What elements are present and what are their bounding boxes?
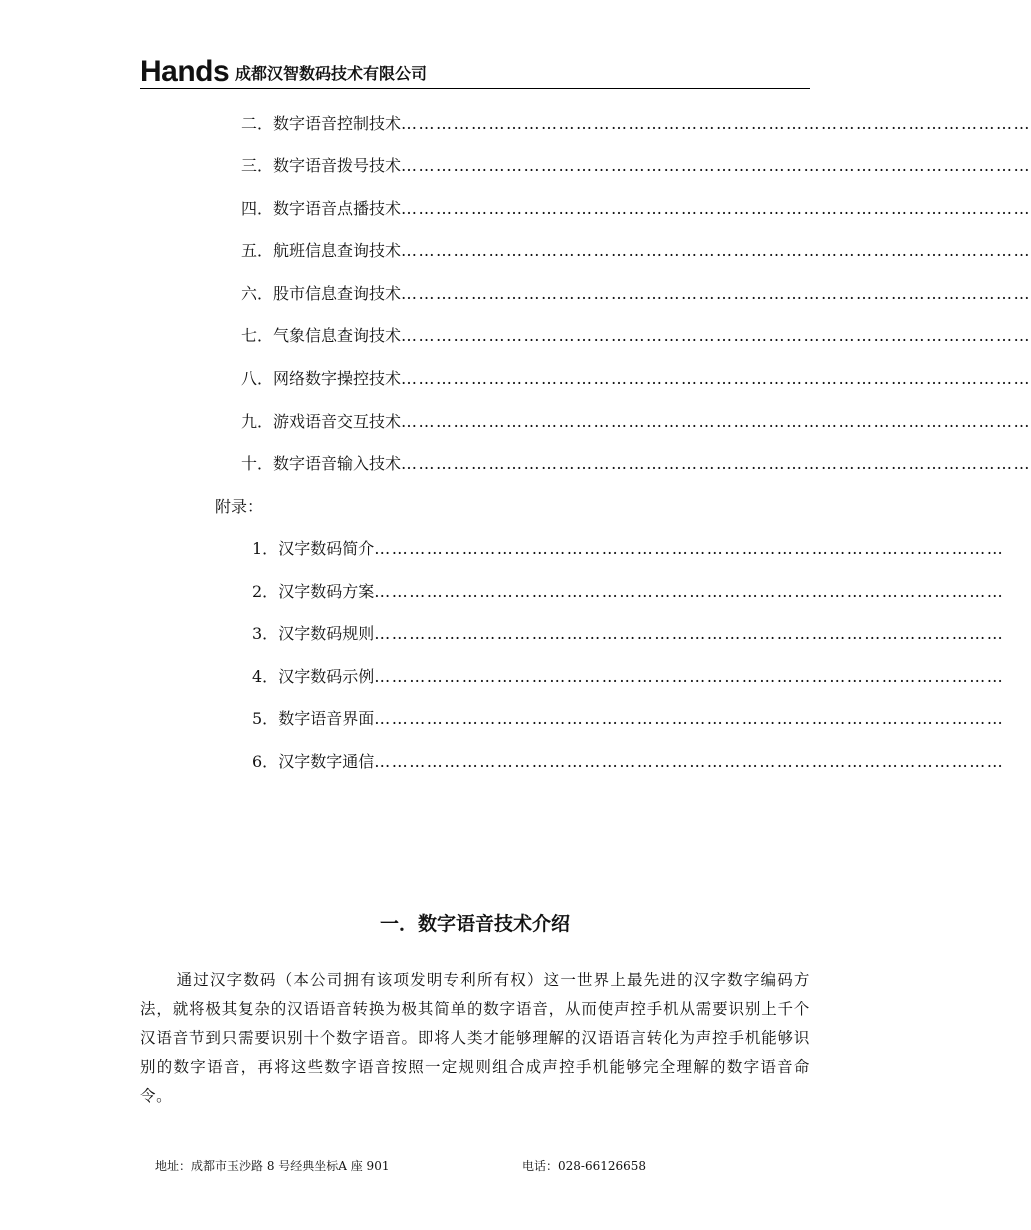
- toc-item-title: 航班信息查询技术: [273, 241, 402, 260]
- appendix-item-title: 汉字数码简介: [278, 539, 375, 558]
- toc-item-title: 游戏语音交互技术: [273, 412, 402, 431]
- footer-address: 地址：成都市玉沙路 8 号经典坐标A 座 901: [155, 1159, 390, 1173]
- toc-item-number: 七．: [241, 326, 274, 345]
- toc-item-title: 网络数字操控技术: [273, 369, 402, 388]
- toc-item-number: 三．: [241, 156, 274, 175]
- toc-leader-dots: ………………………………………………………………………………………………: [401, 454, 1031, 473]
- toc-item-number: 四．: [241, 199, 274, 218]
- appendix-item-title: 汉字数码示例: [278, 667, 375, 686]
- toc-item-number: 二．: [241, 114, 274, 133]
- appendix-item[interactable]: [252, 709, 1005, 729]
- toc-item[interactable]: [241, 454, 1031, 474]
- appendix-item-title: 数字语音界面: [278, 709, 375, 728]
- toc-leader-dots: ………………………………………………………………………………………………: [401, 284, 1031, 303]
- toc-item-title: 数字语音拨号技术: [273, 156, 402, 175]
- appendix-item-number: 6．: [252, 752, 279, 771]
- toc-item-number: 九．: [241, 412, 274, 431]
- section-body-paragraph: [140, 966, 810, 1111]
- toc-item[interactable]: [241, 284, 1031, 304]
- footer-phone: 电话：028-66126658: [522, 1159, 647, 1173]
- appendix-item[interactable]: [252, 539, 1005, 559]
- toc-leader-dots: ………………………………………………………………………………………………: [374, 752, 1005, 771]
- toc-leader-dots: ………………………………………………………………………………………………: [374, 539, 1005, 558]
- toc-leader-dots: ………………………………………………………………………………………………: [401, 241, 1031, 260]
- toc-leader-dots: ………………………………………………………………………………………………: [401, 326, 1031, 345]
- toc-item-title: 数字语音控制技术: [273, 114, 402, 133]
- toc-leader-dots: ………………………………………………………………………………………………: [401, 199, 1031, 218]
- appendix-item[interactable]: [252, 667, 1005, 687]
- brand-logo-text: Hands: [140, 55, 230, 88]
- toc-item[interactable]: [241, 326, 1031, 346]
- company-name: 成都汉智数码技术有限公司: [235, 64, 428, 83]
- toc-item[interactable]: [241, 114, 1031, 134]
- appendix-label: 附录：: [215, 497, 264, 516]
- toc-leader-dots: ………………………………………………………………………………………………: [401, 369, 1031, 388]
- toc-item-title: 股市信息查询技术: [273, 284, 402, 303]
- toc-leader-dots: ………………………………………………………………………………………………: [374, 667, 1005, 686]
- toc-item-number: 五．: [241, 241, 274, 260]
- toc-leader-dots: ………………………………………………………………………………………………: [374, 709, 1005, 728]
- appendix-item[interactable]: [252, 624, 1005, 644]
- appendix-item-title: 汉字数字通信: [278, 752, 375, 771]
- appendix-item[interactable]: [252, 582, 1005, 602]
- toc-item-number: 六．: [241, 284, 274, 303]
- appendix-item-number: 2．: [252, 582, 279, 601]
- toc-item[interactable]: [241, 156, 1031, 176]
- appendix-item-number: 3．: [252, 624, 279, 643]
- toc-leader-dots: ………………………………………………………………………………………………: [401, 114, 1031, 133]
- appendix-item-number: 4．: [252, 667, 279, 686]
- appendix-item-title: 汉字数码方案: [278, 582, 375, 601]
- toc-item-number: 十．: [241, 454, 274, 473]
- toc-leader-dots: ………………………………………………………………………………………………: [401, 156, 1031, 175]
- appendix-item-title: 汉字数码规则: [278, 624, 375, 643]
- toc-item[interactable]: [241, 241, 1031, 261]
- page-header: [140, 56, 810, 89]
- toc-item-title: 气象信息查询技术: [273, 326, 402, 345]
- toc-item-title: 数字语音输入技术: [273, 454, 402, 473]
- section-heading: 一．数字语音技术介绍: [379, 913, 570, 935]
- appendix-item[interactable]: [252, 752, 1005, 772]
- appendix-item-number: 5．: [252, 709, 279, 728]
- toc-leader-dots: ………………………………………………………………………………………………: [401, 412, 1031, 431]
- toc-leader-dots: ………………………………………………………………………………………………: [374, 582, 1005, 601]
- toc-item-number: 八．: [241, 369, 274, 388]
- appendix-item-number: 1．: [252, 539, 279, 558]
- toc-leader-dots: ………………………………………………………………………………………………: [374, 624, 1005, 643]
- toc-item-title: 数字语音点播技术: [273, 199, 402, 218]
- toc-item[interactable]: [241, 369, 1031, 389]
- section-body-text: 通过汉字数码（本公司拥有该项发明专利所有权）这一世界上最先进的汉字数字编码方法，就将极其复杂的汉语语音转换为极其简单的数字语音，从而使声控手机从需要识别上千个汉语音节到只需要识别十个数字语音。即将人类才能够理解的汉语语言转化为声控手机能够识别的数字语音，再将这些数字语音按照一定规则组合成声控手机能够完全理解的数字语音命令。: [140, 971, 810, 1105]
- toc-item[interactable]: [241, 412, 1031, 432]
- toc-item[interactable]: [241, 199, 1031, 219]
